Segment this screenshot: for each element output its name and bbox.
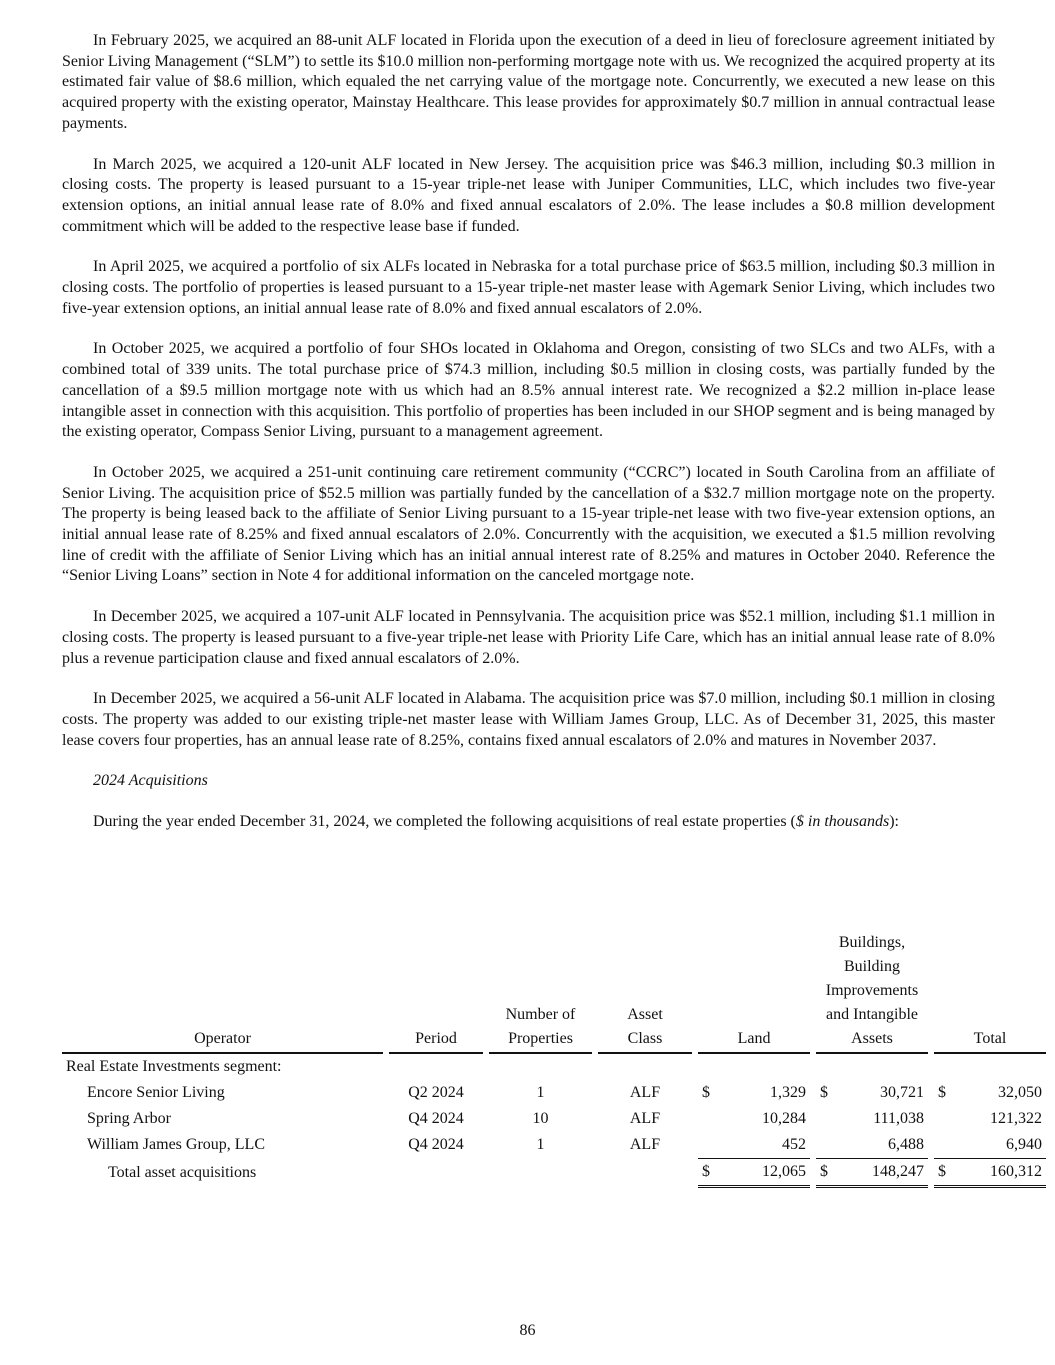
header-total: Total — [934, 931, 1046, 1054]
total-buildings-cell: $ 148,247 — [816, 1158, 928, 1188]
paragraph-dec-2025-alabama: In December 2025, we acquired a 56-unit ALF located in Alabama. The acquisition price was $7.0 million, including $0.1 million in closing costs. The property was added to our existing triple-net master lease with William James Group, LLC. As of December 31, 2025, this master lease covers four properties, has an annual lease rate of 8.25%, contains fixed annual escalators of 2.0% and matures in November 2037. — [62, 690, 995, 749]
period-cell: Q2 2024 — [408, 1084, 464, 1101]
paragraph-apr-2025: In April 2025, we acquired a portfolio of six ALFs located in Nebraska for a total purchase price of $63.5 million, including $0.3 million in closing costs. The portfolio of properties is leased pursuant to a 15-year triple-net master lease with Agemark Senior Living, which includes two five-year extension options, an initial annual lease rate of 8.0% and fixed annual escalators of 2.0%. — [62, 258, 995, 317]
header-operator: Operator — [62, 931, 383, 1054]
total-cell: 121,322 — [990, 1110, 1042, 1127]
section-heading: 2024 Acquisitions — [93, 772, 208, 790]
period-cell: Q4 2024 — [408, 1136, 464, 1153]
period-cell: Q4 2024 — [408, 1110, 464, 1127]
total-cell: 6,940 — [1006, 1136, 1042, 1153]
header-asset-class: Asset Class — [598, 931, 692, 1054]
header-number-of-properties: Number of Properties — [489, 931, 592, 1054]
segment-row — [62, 1054, 1046, 1080]
paragraph-feb-2025: In February 2025, we acquired an 88-unit ALF located in Florida upon the execution of a deed in lieu of foreclosure agreement initiated by Senior Living Management (“SLM”) to settle its $10.0 million non-performing mortgage note with us. We recognized the acquired property at its estimated fair value of $8.6 million, which equaled the net carrying value of the mortgage note. Concurrently, we executed a new lease on this acquired property with the existing operator, Mainstay Healthcare. This lease provides for approximately $0.7 million in annual contractual lease payments. — [62, 32, 995, 132]
table-row — [62, 1106, 1046, 1132]
totals-row — [62, 1158, 1046, 1188]
operator-cell: Encore Senior Living — [87, 1084, 225, 1101]
buildings-cell: 6,488 — [888, 1136, 924, 1153]
asset-class-cell: ALF — [629, 1136, 661, 1153]
table-row — [62, 1080, 1046, 1106]
grand-total-cell: $ 160,312 — [934, 1158, 1046, 1188]
buildings-cell: 111,038 — [873, 1110, 924, 1127]
land-cell: $ 1,329 — [702, 1084, 806, 1101]
land-cell: 452 — [782, 1136, 806, 1153]
page-number: 86 — [519, 1322, 536, 1339]
asset-class-cell: ALF — [629, 1084, 661, 1101]
header-land: Land — [698, 931, 810, 1054]
acquisitions-table — [62, 931, 1046, 1188]
land-cell: 10,284 — [762, 1110, 806, 1127]
operator-cell: Spring Arbor — [87, 1110, 171, 1127]
paragraph-dec-2025-pennsylvania: In December 2025, we acquired a 107-unit ALF located in Pennsylvania. The acquisition price was $52.1 million, including $1.1 million in closing costs. The property is leased pursuant to a five-year triple-net lease with Priority Life Care, which has an initial annual lease rate of 8.0% plus a revenue participation clause and fixed annual escalators of 2.0%. — [62, 608, 995, 667]
properties-cell: 10 — [532, 1110, 549, 1127]
table-row — [62, 1132, 1046, 1158]
paragraph-oct-2025-shop: In October 2025, we acquired a portfolio of four SHOs located in Oklahoma and Oregon, consisting of two SLCs and two ALFs, with a combined total of 339 units. The total purchase price of $74.3 million, including $0.5 million in closing costs, was partially funded by the cancellation of a $9.5 million mortgage note with us which had an 8.5% annual interest rate. We recognized a $2.2 million in-place lease intangible asset in connection with this acquisition. This portfolio of properties has been included in our SHOP segment and is being managed by the existing operator, Compass Senior Living, pursuant to a management agreement. — [62, 340, 995, 441]
asset-class-cell: ALF — [629, 1110, 661, 1127]
header-buildings: Buildings, Building Improvements and Intangible Assets — [816, 931, 928, 1054]
paragraph-mar-2025: In March 2025, we acquired a 120-unit ALF located in New Jersey. The acquisition price was $46.3 million, including $0.3 million in closing costs. The property is leased pursuant to a 15-year triple-net lease with Juniper Communities, LLC, which includes two five-year extension options, an initial annual lease rate of 8.0% and fixed annual escalators of 2.0%. The lease includes a $0.8 million development commitment which will be added to the respective lease base if funded. — [62, 155, 995, 235]
operator-cell: William James Group, LLC — [87, 1136, 265, 1153]
total-cell: $ 32,050 — [938, 1084, 1042, 1101]
segment-label: Real Estate Investments segment: — [66, 1058, 282, 1075]
total-land-cell: $ 12,065 — [698, 1158, 810, 1188]
table-header-row — [62, 931, 1046, 1054]
totals-label: Total asset acquisitions — [108, 1164, 257, 1181]
document-body — [62, 31, 995, 853]
section-intro: During the year ended December 31, 2024, we completed the following acquisitions of real estate properties ($ in thousands): — [93, 813, 899, 831]
properties-cell: 1 — [536, 1084, 545, 1101]
properties-cell: 1 — [536, 1136, 545, 1153]
header-period: Period — [389, 931, 483, 1054]
paragraph-oct-2025-ccrc: In October 2025, we acquired a 251-unit continuing care retirement community (“CCRC”) located in South Carolina from an affiliate of Senior Living. The acquisition price of $52.5 million was partially funded by the cancellation of a $32.7 million mortgage note on the property. The property is being leased back to the affiliate of Senior Living pursuant to a 15-year triple-net lease with two five-year extension options, an initial annual lease rate of 8.25% and fixed annual escalators of 2.0%. Concurrently with the acquisition, we executed a $1.5 million revolving line of credit with the affiliate of Senior Living which has an initial annual interest rate of 8.25% and matures in October 2040. Reference the “Senior Living Loans” section in Note 4 for additional information on the canceled mortgage note. — [62, 463, 995, 585]
buildings-cell: $ 30,721 — [820, 1084, 924, 1101]
